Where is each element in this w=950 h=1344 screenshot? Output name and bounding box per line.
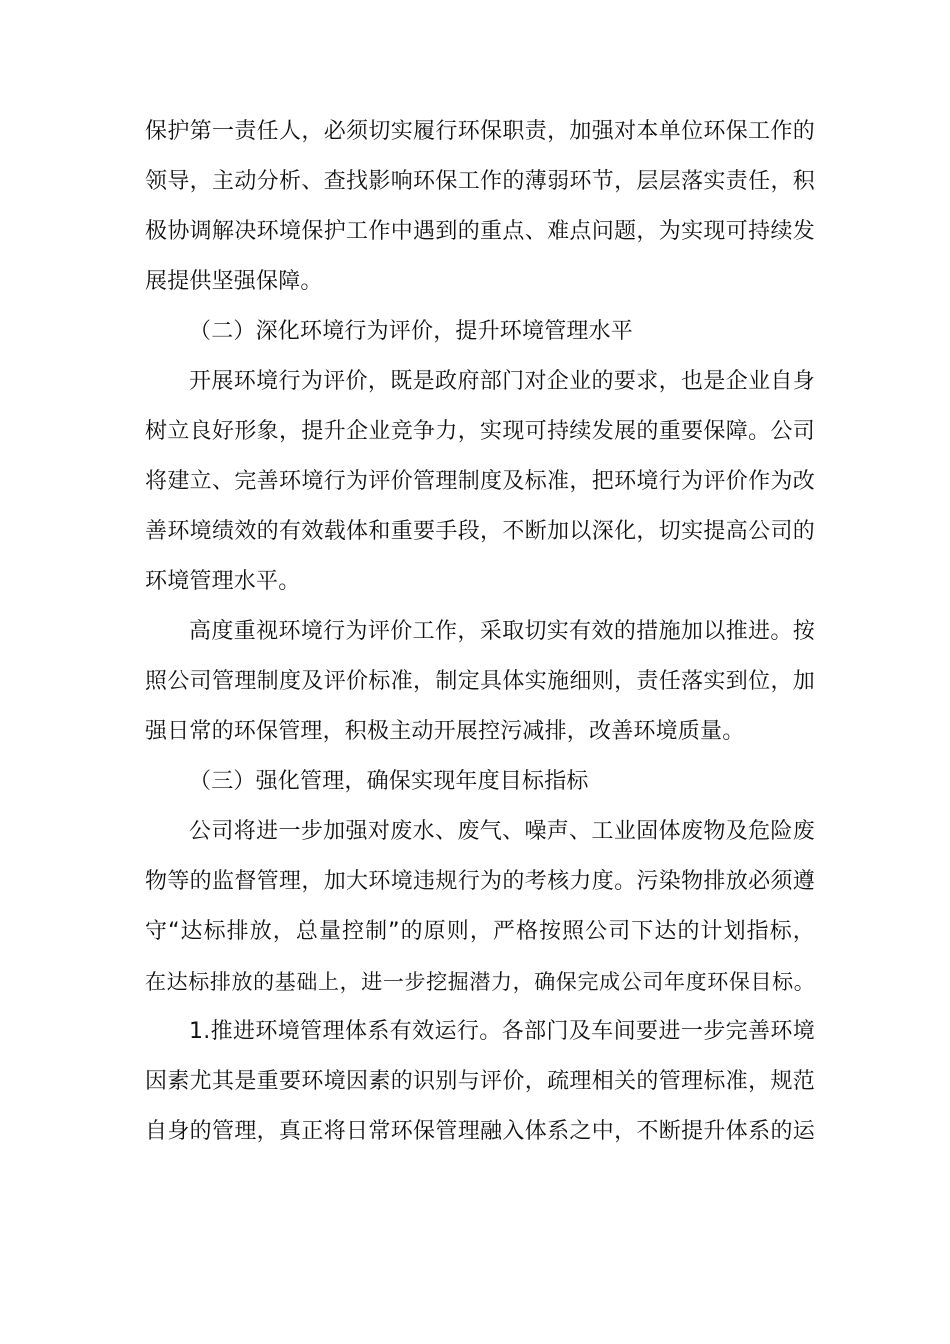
body-text-line: 物等的监督管理，加大环境违规行为的考核力度。污染物排放必须遵 <box>145 869 815 894</box>
body-text-line: 照公司管理制度及评价标准，制定具体实施细则，责任落实到位，加 <box>145 669 815 694</box>
section-heading: （二）深化环境行为评价，提升环境管理水平 <box>189 319 634 344</box>
body-text-line: 在达标排放的基础上，进一步挖掘潜力，确保完成公司年度环保目标。 <box>145 970 815 994</box>
body-text-line: 保护第一责任人，必须切实履行环保职责，加强对本单位环保工作的 <box>145 119 815 144</box>
body-text-line: 开展环境行为评价，既是政府部门对企业的要求，也是企业自身 <box>189 369 815 394</box>
body-text-line: 高度重视环境行为评价工作，采取切实有效的措施加以推进。按 <box>189 619 815 644</box>
numbered-item-line: 1.推进环境管理体系有效运行。各部门及车间要进一步完善环境 <box>189 1019 815 1044</box>
body-text-line: 树立良好形象，提升企业竞争力，实现可持续发展的重要保障。公司 <box>145 419 815 444</box>
body-text-line: 善环境绩效的有效载体和重要手段，不断加以深化，切实提高公司的 <box>145 519 815 544</box>
body-text-line: 领导，主动分析、查找影响环保工作的薄弱环节，层层落实责任，积 <box>145 169 815 194</box>
body-text-line: 强日常的环保管理，积极主动开展控污减排，改善环境质量。 <box>145 719 745 744</box>
body-text-line: 环境管理水平。 <box>145 569 301 594</box>
body-text-line: 将建立、完善环境行为评价管理制度及标准，把环境行为评价作为改 <box>145 469 815 494</box>
body-text-line: 守“达标排放，总量控制”的原则，严格按照公司下达的计划指标， <box>145 919 815 944</box>
body-text-line: 展提供坚强保障。 <box>145 269 323 294</box>
section-heading: （三）强化管理，确保实现年度目标指标 <box>189 769 589 794</box>
body-text-line: 公司将进一步加强对废水、废气、噪声、工业固体废物及危险废 <box>189 819 815 844</box>
body-text-line: 极协调解决环境保护工作中遇到的重点、难点问题，为实现可持续发 <box>145 219 815 244</box>
body-text-line: 因素尤其是重要环境因素的识别与评价，疏理相关的管理标准，规范 <box>145 1069 815 1094</box>
body-text-line: 自身的管理，真正将日常环保管理融入体系之中，不断提升体系的运 <box>145 1119 815 1144</box>
